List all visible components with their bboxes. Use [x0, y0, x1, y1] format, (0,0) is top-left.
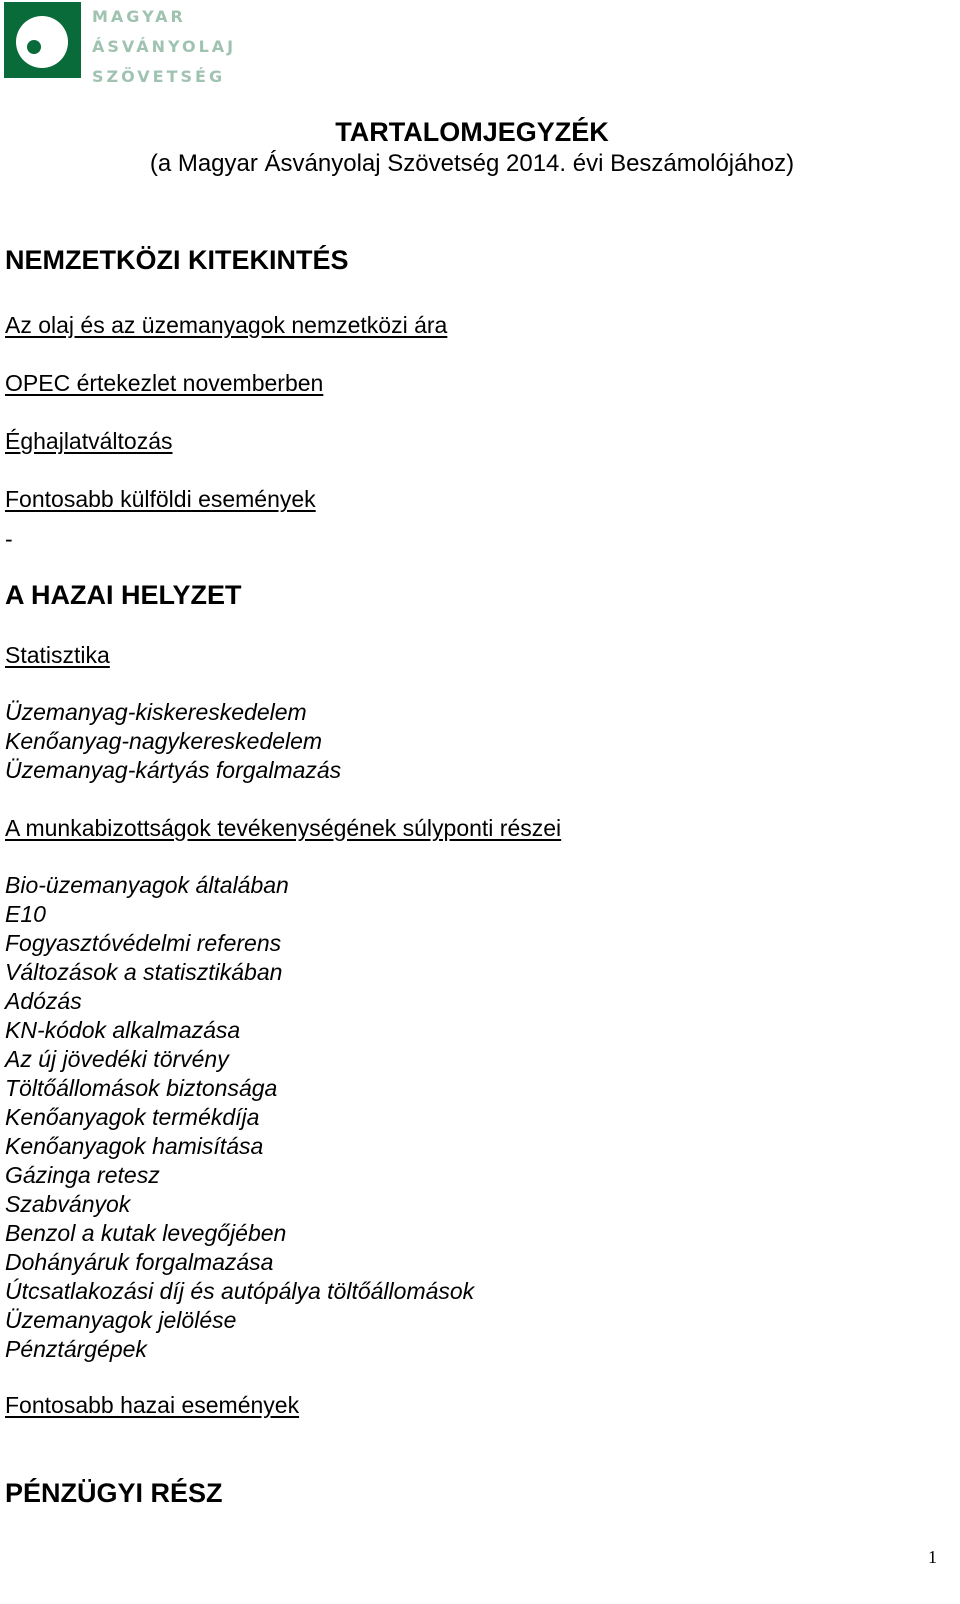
toc-link-committees[interactable]: A munkabizottságok tevékenységének súlyponti részei [5, 815, 562, 841]
logo-circle-icon [4, 2, 81, 78]
list-item: Gázinga retesz [5, 1162, 160, 1188]
separator-dash: - [5, 526, 13, 552]
list-item: Kenőanyag-nagykereskedelem [5, 728, 323, 754]
list-item: Az új jövedéki törvény [5, 1046, 229, 1072]
logo-line-2: ÁSVÁNYOLAJ [92, 37, 237, 56]
list-item: Szabványok [5, 1191, 131, 1217]
section-heading-domestic: A HAZAI HELYZET [5, 580, 242, 610]
logo-line-1: MAGYAR [92, 7, 186, 26]
section-heading-financial: PÉNZÜGYI RÉSZ [5, 1478, 223, 1508]
list-item: Üzemanyagok jelölése [5, 1307, 237, 1333]
list-item: Változások a statisztikában [5, 959, 283, 985]
list-item: KN-kódok alkalmazása [5, 1017, 241, 1043]
page-title: TARTALOMJEGYZÉK [335, 117, 609, 147]
page-subtitle: (a Magyar Ásványolaj Szövetség 2014. évi Beszámolójához) [149, 150, 795, 177]
statistics-list [5, 698, 341, 785]
list-item: Kenőanyagok termékdíja [5, 1104, 260, 1130]
toc-link-climate-change[interactable]: Éghajlatváltozás [5, 428, 173, 454]
logo-line-3: SZÖVETSÉG [92, 67, 226, 86]
list-item: Bio-üzemanyagok általában [5, 872, 289, 898]
logo-text [92, 2, 236, 92]
section-heading-international: NEMZETKÖZI KITEKINTÉS [5, 245, 349, 275]
list-item: Pénztárgépek [5, 1336, 147, 1362]
list-item: Fogyasztóvédelmi referens [5, 930, 282, 956]
toc-link-oil-prices[interactable]: Az olaj és az üzemanyagok nemzetközi ára [5, 312, 448, 338]
list-item: E10 [5, 901, 46, 927]
toc-link-opec[interactable]: OPEC értekezlet novemberben [5, 370, 324, 396]
toc-link-domestic-events[interactable]: Fontosabb hazai események [5, 1392, 300, 1418]
list-item: Útcsatlakozási díj és autópálya töltőállomások [5, 1278, 475, 1304]
list-item: Kenőanyagok hamisítása [5, 1133, 264, 1159]
toc-link-statistics[interactable]: Statisztika [5, 642, 110, 668]
logo [4, 2, 254, 86]
list-item: Üzemanyag-kiskereskedelem [5, 699, 307, 725]
list-item: Benzol a kutak levegőjében [5, 1220, 287, 1246]
committees-list [5, 871, 474, 1364]
list-item: Dohányáruk forgalmazása [5, 1249, 274, 1275]
toc-link-foreign-events[interactable]: Fontosabb külföldi események [5, 486, 316, 512]
list-item: Töltőállomások biztonsága [5, 1075, 278, 1101]
page-number: 1 [928, 1547, 937, 1567]
list-item: Üzemanyag-kártyás forgalmazás [5, 757, 342, 783]
list-item: Adózás [5, 988, 82, 1014]
